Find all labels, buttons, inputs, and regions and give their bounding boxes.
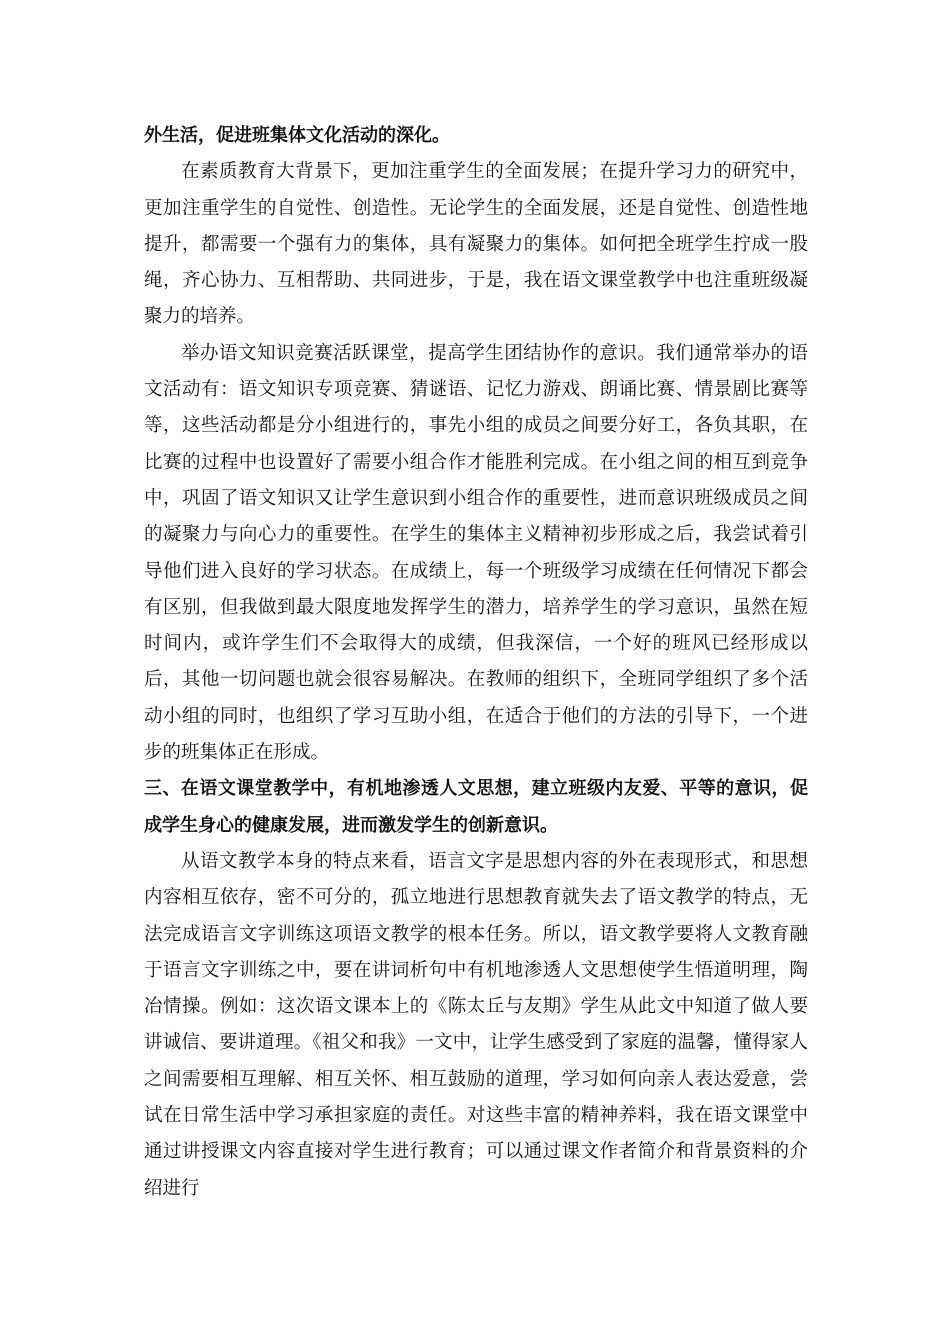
paragraph-2: 举办语文知识竞赛活跃课堂，提高学生团结协作的意识。我们通常举办的语文活动有：语文知识专项竞赛、猜谜语、记忆力游戏、朗诵比赛、情景剧比赛等等，这些活动都是分小组进行的，事先小组的成员之间要分好工，各负其职，在比赛的过程中也设置好了需要小组合作才能胜利完成。在小组之间的相互到竞争中，巩固了语文知识又让学生意识到小组合作的重要性，进而意识班级成员之间的凝聚力与向心力的重要性。在学生的集体主义精神初步形成之后，我尝试着引导他们进入良好的学习状态。在成绩上，每一个班级学习成绩在任何情况下都会有区别，但我做到最大限度地发挥学生的潜力，培养学生的学习意识，虽然在短时间内，或许学生们不会取得大的成绩，但我深信，一个好的班风已经形成以后，其他一切问题也就会很容易解决。在教师的组织下，全班同学组织了多个活动小组的同时，也组织了学习互助小组，在适合于他们的方法的引导下，一个进步的班集体正在形成。 — [144, 342, 808, 764]
document-body — [144, 118, 808, 1207]
section-heading-3: 三、在语文课堂教学中，有机地渗透人文思想，建立班级内友爱、平等的意识，促成学生身心的健康发展，进而激发学生的创新意识。 — [144, 778, 808, 836]
paragraph-heading-continued: 外生活，促进班集体文化活动的深化。 — [144, 125, 450, 146]
paragraph-3: 从语文教学本身的特点来看，语言文字是思想内容的外在表现形式，和思想内容相互依存，密不可分的，孤立地进行思想教育就失去了语文教学的特点，无法完成语言文字训练这项语文教学的根本任务。所以，语文教学要将人文教育融于语言文字训练之中，要在讲词析句中有机地渗透人文思想使学生悟道明理，陶冶情操。例如：这次语文课本上的《陈太丘与友期》学生从此文中知道了做人要讲诚信、要讲道理。《祖父和我》一文中，让学生感受到了家庭的温馨，懂得家人之间需要相互理解、相互关怀、相互鼓励的道理，学习如何向亲人表达爱意，尝试在日常生活中学习承担家庭的责任。对这些丰富的精神养料，我在语文课堂中通过讲授课文内容直接对学生进行教育；可以通过课文作者简介和背景资料的介绍进行 — [144, 850, 808, 1199]
paragraph-1: 在素质教育大背景下，更加注重学生的全面发展；在提升学习力的研究中，更加注重学生的自觉性、创造性。无论学生的全面发展，还是自觉性、创造性地提升，都需要一个强有力的集体，具有凝聚力的集体。如何把全班学生拧成一股绳，齐心协力、互相帮助、共同进步，于是，我在语文课堂教学中也注重班级凝聚力的培养。 — [144, 161, 808, 328]
